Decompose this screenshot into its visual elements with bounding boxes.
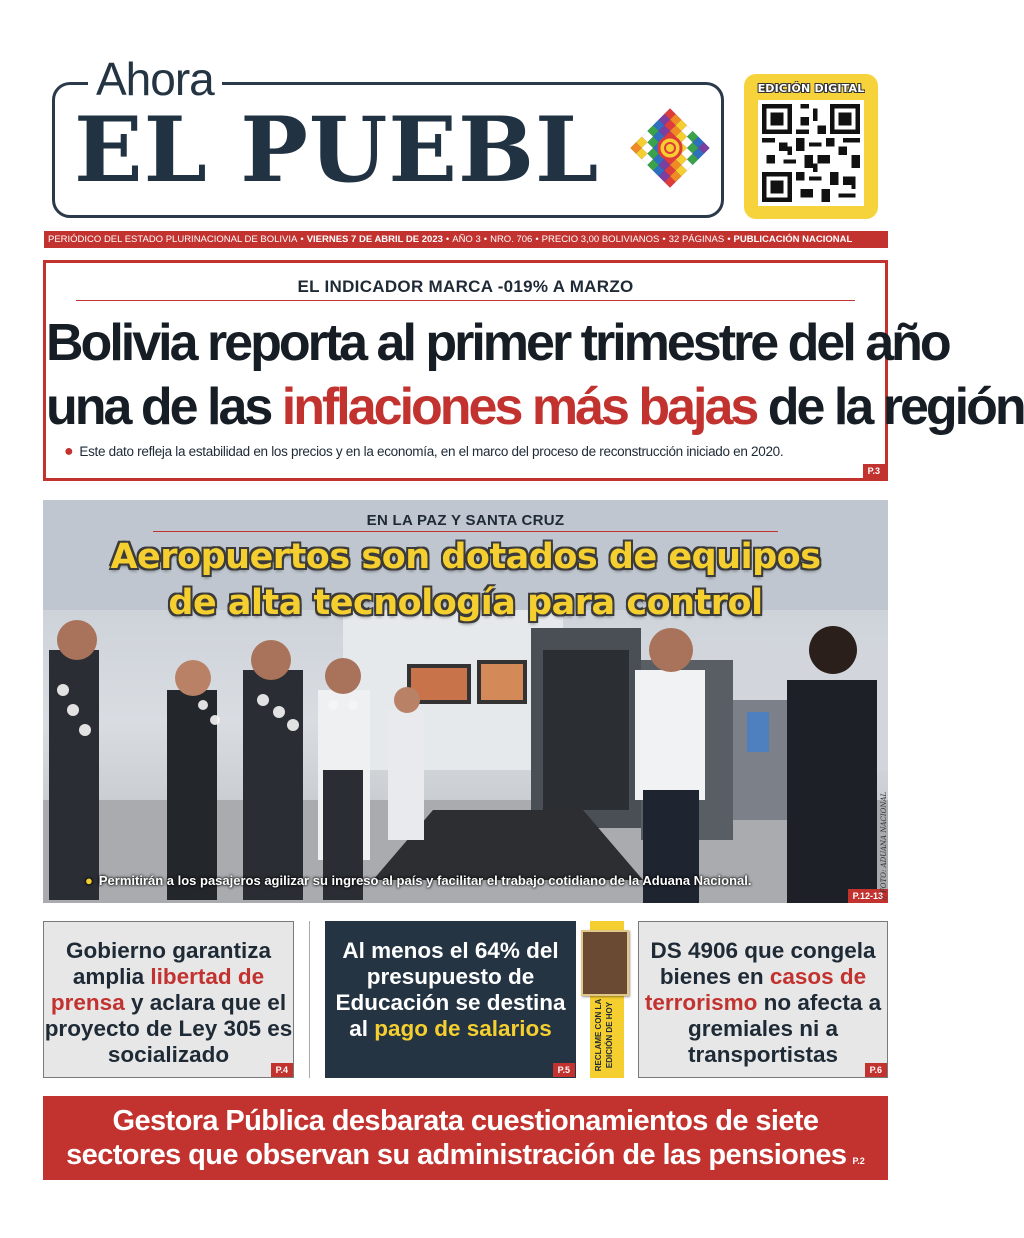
lead-kicker: EL INDICADOR MARCA -019% A MARZO [297, 277, 634, 296]
info-paper: PERIÓDICO DEL ESTADO PLURINACIONAL DE BOLIVIA [48, 234, 298, 245]
story-terrorism-decree-page-tag: P.6 [865, 1063, 887, 1077]
lead-headline-part-a: una de las [46, 378, 282, 436]
photo-story[interactable] [43, 500, 888, 903]
story-press-freedom-highlight: libertad de prensa [50, 964, 265, 1015]
story-press-freedom-text-b: y aclara que el proyecto de Ley 305 es socializado [44, 990, 293, 1067]
banner-line1: Gestora Pública desbarata cuestionamientos de siete [112, 1105, 819, 1137]
photo-caption [85, 873, 751, 888]
banner-line2: sectores que observan su administración de las pensiones [66, 1139, 847, 1171]
digital-edition-qr-box[interactable] [744, 74, 878, 219]
bottom-banner-story[interactable] [43, 1096, 888, 1180]
wiphala-logo-icon [628, 106, 712, 190]
story-press-freedom-text-a: Gobierno garantiza amplia [65, 938, 272, 989]
story-education-budget-page-tag: P.5 [553, 1063, 575, 1077]
story-education-budget-text: Al menos el 64% del presupuesto de Educación se destina al [335, 938, 566, 1041]
info-scope: PUBLICACIÓN NACIONAL [733, 234, 853, 245]
digital-edition-label: EDICIÓN DIGITAL [757, 82, 865, 95]
lead-headline[interactable] [46, 311, 1024, 439]
lead-divider [76, 300, 855, 301]
lead-headline-line1: Bolivia reporta al primer trimestre del año [46, 314, 949, 372]
banner-page-tag: P.2 [852, 1156, 865, 1166]
lead-headline-line2 [46, 375, 1024, 439]
bullet-icon: ● [64, 443, 74, 460]
bullet-icon: ● [85, 873, 93, 888]
story-terrorism-decree[interactable] [638, 921, 888, 1078]
story-press-freedom-page-tag: P.4 [271, 1063, 293, 1077]
promo-cover-thumbnail[interactable] [581, 930, 629, 996]
lead-dek [64, 443, 783, 461]
photo-page-tag: P.12-13 [848, 889, 888, 903]
info-date: VIERNES 7 DE ABRIL DE 2023 [306, 234, 443, 245]
photo-kicker: EN LA PAZ Y SANTA CRUZ [366, 512, 565, 529]
photo-caption-text: Permitirán a los pasajeros agilizar su ingreso al país y facilitar el trabajo cotidiano de la Aduana Nacional. [98, 873, 752, 888]
info-bar: PERIÓDICO DEL ESTADO PLURINACIONAL DE BOLIVIA • VIERNES 7 DE ABRIL DE 2023 • AÑO 3 • NRO. 706 • PRECIO 3,00 BOLIVIANOS • 32 PÁGINAS • PUBLICACIÓN NACIONAL [44, 231, 888, 248]
lead-page-tag: P.3 [863, 464, 885, 478]
story-education-budget-highlight: pago de salarios [374, 1016, 552, 1041]
info-pages: 32 PÁGINAS [668, 234, 725, 245]
info-number: NRO. 706 [490, 234, 533, 245]
lead-story[interactable] [43, 260, 1024, 481]
story-terrorism-decree-highlight: casos de terrorismo [644, 964, 867, 1015]
banner-line2-row [43, 1138, 888, 1178]
story-press-freedom[interactable] [43, 921, 294, 1078]
lead-headline-highlight: inflaciones más bajas [281, 378, 757, 436]
column-divider [309, 921, 310, 1078]
masthead-title: EL PUEBL [74, 97, 600, 203]
photo-headline-line1: Aeropuertos son dotados de equipos [110, 537, 821, 577]
story-terrorism-decree-text-b: no afecta a gremiales ni a transportistas [687, 990, 882, 1067]
promo-text: RECLAME CON LA EDICIÓN DE HOY [594, 998, 614, 1072]
masthead-ahora: Ahora [88, 52, 222, 106]
lead-dek-text: Este dato refleja la estabilidad en los precios y en la economía, en el marco del proceso de reconstrucción iniciado en 2020. [79, 444, 784, 459]
photo-headline-line2: de alta tecnología para control [168, 583, 763, 623]
lead-headline-part-b: de la región [756, 378, 1024, 436]
qr-code-icon[interactable] [758, 100, 864, 206]
photo-headline[interactable] [43, 534, 888, 626]
info-year: AÑO 3 [452, 234, 481, 245]
story-terrorism-decree-text-a: DS 4906 que congela bienes en [650, 938, 876, 989]
photo-divider [153, 531, 778, 532]
info-price: PRECIO 3,00 BOLIVIANOS [541, 234, 660, 245]
story-education-budget[interactable] [325, 921, 576, 1078]
photo-credit: // FOTO: ADUANA NACIONAL [880, 791, 888, 900]
